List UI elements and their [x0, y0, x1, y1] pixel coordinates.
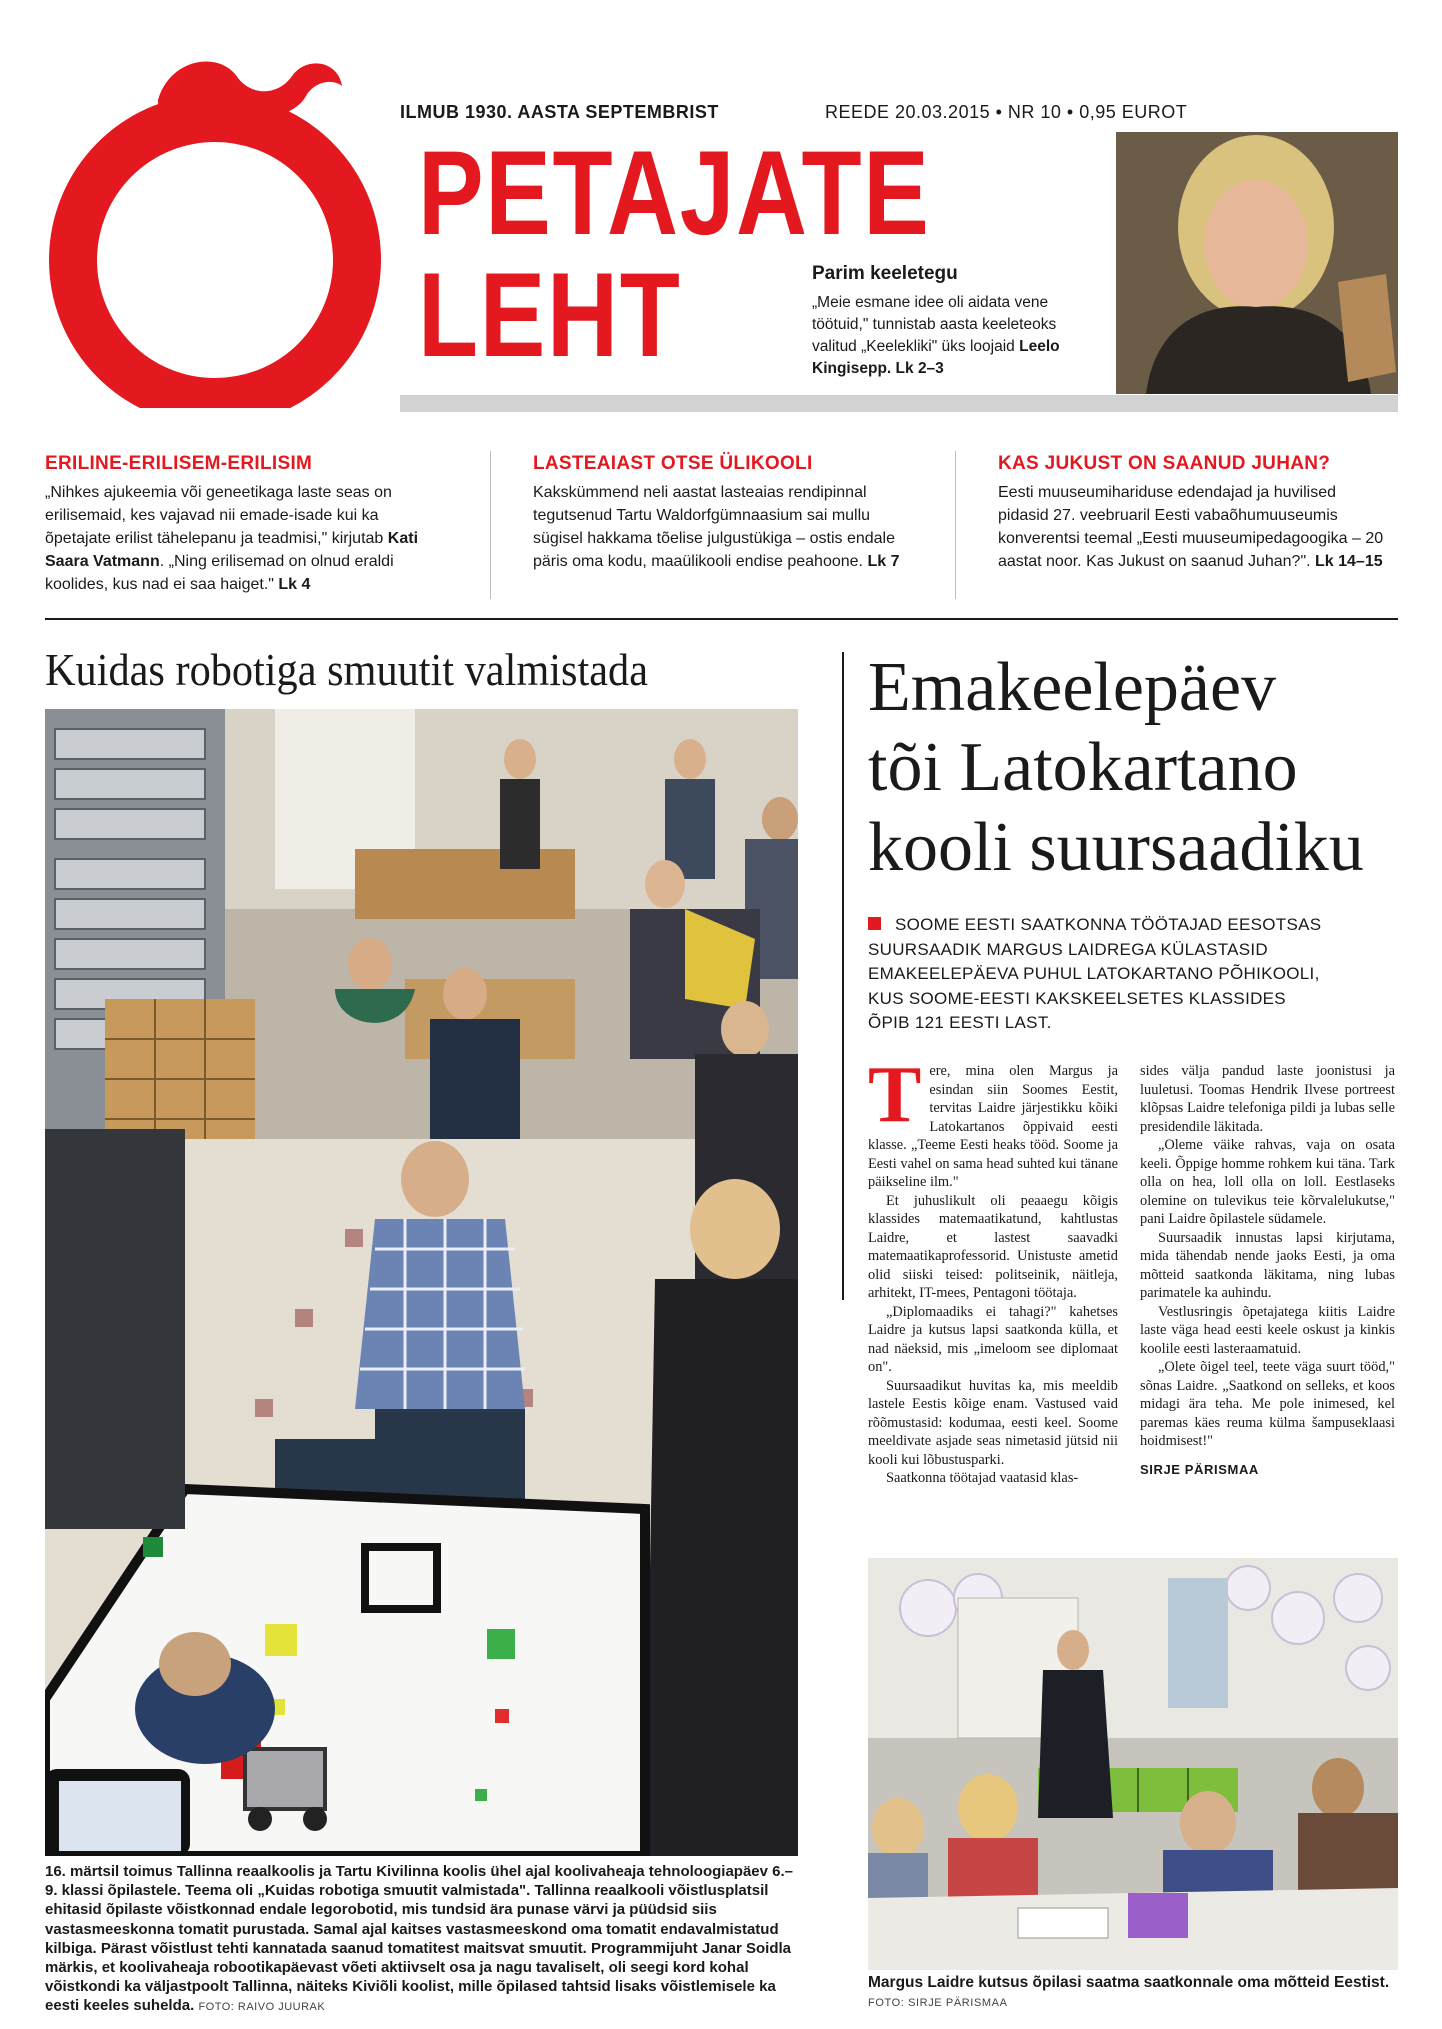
robot-workshop-photo[interactable] — [45, 709, 798, 1856]
photo-credit: FOTO: RAIVO JUURAK — [198, 2001, 326, 2014]
promo-portrait-photo[interactable] — [1116, 132, 1398, 394]
masthead-since: ILMUB 1930. AASTA SEPTEMBRIST — [400, 102, 719, 122]
left-story-caption: 16. märtsil toimus Tallinna reaalkoolis ja Tartu Kivilinna koolis ühel ajal koolivaheaja tehnoloogiapäev 6.–9. klassi õpilastele. Teema oli „Kuidas robotiga smuutit valmistada". Tallinna reaalkooli võistlusplatsil ehitasid õpilaste võistkonnad endale legorobotid, mis tundsid ära punase värvi ja püüdsid siis vastasmeeskonna tomatit purustada. Samal ajal kaitses vastasmeeskond oma tomatit endavalmistatud kilbiga. Pärast võistlust tehti kannatada saanud tomatitest maitsvat smuutit. Programmijuht Janar Soidla märkis, et koolivaheaja robootikapäevast võeti aktiivselt osa ja nagu tavaliselt, oli seegi kord kohal võistkondi ka väljastpoolt Tallinna, näiteks Kiviõli koolist, mille õpilased tahtsid lisaks võistlemisele ka eesti keeles suhelda. FOTO: RAIVO JUURAK — [45, 1863, 794, 2015]
article-column-2: sides välja pandud laste joonistusi ja luuletusi. Toomas Hendrik Ilvese portreest klõpsas Laidre telefoniga pildi ja lubas selle presidendile läkitada. „Oleme väike rahvas, vaja on osata keeli. Õppige homme rohkem kui täna. Tark olla on hea, loll olla on loll. Eestlaseks olemine on tulevikus teie kõrvalelukutse," pani Laidre õpilastele südamele. Suursaadik innustas lapsi kirjutama, mida tähendab nende jaoks Eesti, ja oma mõtteid saatkonda läkitama, ning lubas parimatele ka auhindu. Vestlusringis õpetajatega kiitis Laidre laste väga head eesti keele oskust ja kinkis koolile eesti lasteraamatuid. „Olete õigel teel, teete väga suurt tööd," sõnas Laidre. „Saatkond on selleks, et koos midagi ära teha. Me pole inimesed, kel paremas käes reuma külma šampuseklaasi hoidmisest!" SIRJE PÄRISMAA — [1140, 1062, 1395, 1479]
teaser-heading: ERILINE-ERILISEM-ERILISIM — [45, 453, 313, 474]
masthead-gray-bar — [400, 395, 1398, 412]
column-divider — [842, 652, 844, 1300]
promo-heading: Parim keeletegu — [812, 263, 958, 284]
lede-marker-icon — [868, 917, 881, 930]
masthead-logo-o — [40, 38, 410, 408]
teaser-divider — [955, 451, 956, 599]
right-story-headline[interactable]: Emakeelepäev tõi Latokartano kooli suursaadiku — [868, 649, 1364, 886]
classroom-photo-caption: Margus Laidre kutsus õpilasi saatma saatkonnale oma mõtteid Eestist. — [868, 1974, 1390, 1991]
article-column-1: Tere, mina olen Margus ja esindan siin Soomes Eestit, tervitas Laidre järjestikku kõiki Latokartanos õppivaid eesti klasse. „Teeme Eesti heaks tööd. Soome ja Eesti vahel on sama head suhted kui tänane päikseline ilm." Et juhuslikult oli peaaegu kõigis klassides matemaatikatund, kahtlustas Laidre, et lastest saavadki matemaatikaprofessorid. Unistuste ametid olid siiski teised: politseinik, näitleja, arhitekt, IT-mees, Pentagoni töötaja. „Diplomaadiks ei tahagi?" kahetses Laidre ja kutsus lapsi saatkonda külla, et nad näeksid, mis „imeloom see diplomaat on". Suursaadikut huvitas ka, mis meeldib lastele Eestis kõige enam. Vastused vaid rõõmustasid: kodumaa, eesti keel. Soome meeldivate asjade seas nimetasid jütsid nii kooli kui lõbustusparki. Saatkonna töötajad vaatasid klas- — [868, 1051, 1118, 1486]
teaser-text: Kakskümmend neli aastat lasteaias rendipinnal tegutsenud Tartu Waldorfgümnaasium sai mullu sügisel hakkama tõelise julgustükiga – ostis endale päris oma kodu, maaülikooli endise peahoone. Lk 7 — [533, 484, 900, 570]
dropcap: T — [868, 1051, 922, 1139]
teaser-heading: LASTEAIAST OTSE ÜLIKOOLI — [533, 453, 813, 474]
teaser-divider — [490, 451, 491, 599]
photo-credit: FOTO: SIRJE PÄRISMAA — [868, 1997, 1008, 2009]
left-story-headline[interactable]: Kuidas robotiga smuutit valmistada — [45, 644, 648, 695]
classroom-photo[interactable] — [868, 1558, 1398, 1970]
teaser-heading: KAS JUKUST ON SAANUD JUHAN? — [998, 453, 1331, 474]
article-byline: SIRJE PÄRISMAA — [1140, 1461, 1259, 1477]
teaser-eriline[interactable] — [45, 453, 435, 596]
masthead-issue-info: REEDE 20.03.2015 • NR 10 • 0,95 EUROT — [825, 102, 1188, 122]
right-story-lede: SOOME EESTI SAATKONNA TÖÖTAJAD EESOTSAS SUURSAADIK MARGUS LAIDREGA KÜLASTASID EMAKEELEPÄEVA PUHUL LATOKARTANO PÕHIKOOLI, KUS SOOME-EESTI KAKSKEELSETES KLASSIDES ÕPIB 121 EESTI LAST. — [868, 915, 1322, 1032]
teaser-text: „Nihkes ajukeemia või geneetikaga laste seas on erilisemaid, kes vajavad nii emade-isade kui ka õpetajate erilist tähelepanu ja teadmisi," kirjutab Kati Saara Vatmann. „Ning erilisemad on olnud eraldi koolides, kus nad ei saa haiget." Lk 4 — [45, 484, 419, 593]
masthead-title-line1: PETAJATE — [418, 126, 931, 260]
masthead-title-line2: LEHT — [418, 248, 682, 382]
section-rule — [45, 618, 1398, 620]
teaser-jukust[interactable] — [998, 453, 1388, 573]
teaser-lasteaiast[interactable] — [533, 453, 913, 573]
teaser-text: Eesti muuseumihariduse edendajad ja huvilised pidasid 27. veebruaril Eesti vabaõhumuuseumis konverentsi teemal „Eesti muuseumipedagoogika – 20 aastat noor. Kas Jukust on saanud Juhan?". Lk 14–15 — [998, 484, 1384, 570]
promo-text: „Meie esmane idee oli aidata vene töötuid," tunnistab aasta keeleteoks valitud „Keelekliki" üks loojaid Leelo Kingisepp. Lk 2–3 — [812, 294, 1060, 377]
